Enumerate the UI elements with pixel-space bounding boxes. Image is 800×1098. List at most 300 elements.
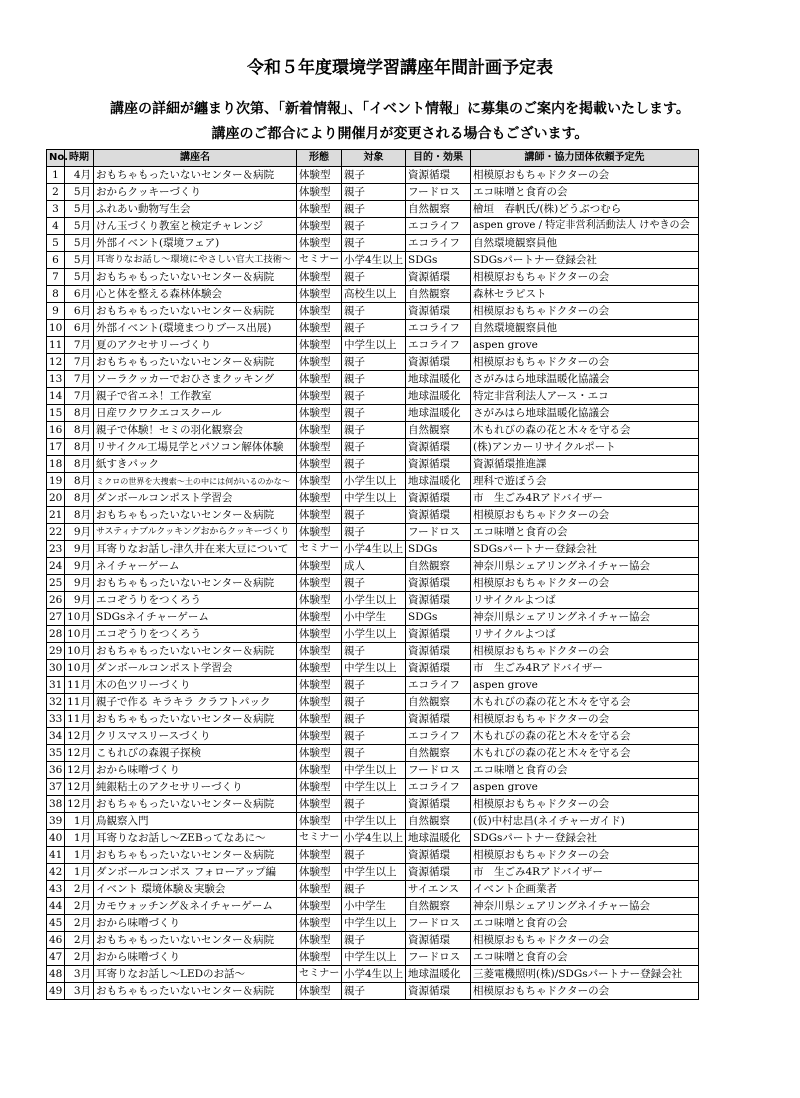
- cell-course-name: おから味噌づくり: [94, 949, 297, 966]
- cell-period: 5月: [65, 201, 94, 218]
- cell-period: 9月: [65, 541, 94, 558]
- cell-course-name: おもちゃもったいないセンター＆病院: [94, 983, 297, 1000]
- table-row: [47, 915, 699, 932]
- cell-course-name: エコぞうりをつくろう: [94, 592, 297, 609]
- cell-target: 成人: [342, 558, 406, 575]
- cell-course-name: 木の色ツリーづくり: [94, 677, 297, 694]
- cell-purpose: エコライフ: [406, 337, 471, 354]
- cell-format: 体験型: [297, 354, 342, 371]
- cell-purpose: 資源循環: [406, 932, 471, 949]
- cell-partner: エコ味噌と食育の会: [471, 949, 699, 966]
- table-row: [47, 609, 699, 626]
- table-row: [47, 626, 699, 643]
- cell-target: 親子: [342, 711, 406, 728]
- table-row: [47, 932, 699, 949]
- cell-no: 8: [47, 286, 65, 303]
- cell-format: セミナー: [297, 252, 342, 269]
- cell-partner: さがみはら地球温暖化協議会: [471, 371, 699, 388]
- cell-period: 9月: [65, 575, 94, 592]
- cell-period: 6月: [65, 303, 94, 320]
- cell-partner: SDGsパートナー登録会社: [471, 541, 699, 558]
- cell-partner: 相模原おもちゃドクターの会: [471, 303, 699, 320]
- cell-format: 体験型: [297, 286, 342, 303]
- page-title: 令和５年度環境学習講座年間計画予定表: [247, 58, 553, 78]
- cell-target: 中学生以上: [342, 337, 406, 354]
- cell-period: 12月: [65, 762, 94, 779]
- cell-format: 体験型: [297, 439, 342, 456]
- cell-no: 3: [47, 201, 65, 218]
- table-row: [47, 388, 699, 405]
- cell-no: 4: [47, 218, 65, 235]
- cell-course-name: ネイチャーゲーム: [94, 558, 297, 575]
- cell-partner: 森林セラピスト: [471, 286, 699, 303]
- cell-purpose: 地球温暖化: [406, 405, 471, 422]
- cell-no: 24: [47, 558, 65, 575]
- cell-course-name: ソーラクッカーでおひさまクッキング: [94, 371, 297, 388]
- cell-no: 39: [47, 813, 65, 830]
- cell-target: 親子: [342, 320, 406, 337]
- cell-purpose: 資源循環: [406, 626, 471, 643]
- cell-format: 体験型: [297, 371, 342, 388]
- cell-partner: 相模原おもちゃドクターの会: [471, 507, 699, 524]
- cell-partner: 理科で遊ぼう会: [471, 473, 699, 490]
- cell-course-name: けん玉づくり教室と検定チャレンジ: [94, 218, 297, 235]
- cell-period: 12月: [65, 796, 94, 813]
- cell-period: 7月: [65, 337, 94, 354]
- cell-format: 体験型: [297, 779, 342, 796]
- cell-no: 18: [47, 456, 65, 473]
- table-row: [47, 983, 699, 1000]
- cell-format: 体験型: [297, 796, 342, 813]
- cell-format: 体験型: [297, 388, 342, 405]
- cell-target: 親子: [342, 983, 406, 1000]
- cell-partner: 三菱電機照明(株)/SDGsパートナー登録会社: [471, 966, 699, 983]
- table-row: [47, 813, 699, 830]
- cell-no: 48: [47, 966, 65, 983]
- cell-course-name: おもちゃもったいないセンター＆病院: [94, 796, 297, 813]
- cell-no: 29: [47, 643, 65, 660]
- cell-format: セミナー: [297, 541, 342, 558]
- cell-target: 親子: [342, 575, 406, 592]
- cell-format: 体験型: [297, 677, 342, 694]
- cell-period: 1月: [65, 830, 94, 847]
- table-row: [47, 201, 699, 218]
- cell-course-name: 鳥観察入門: [94, 813, 297, 830]
- cell-period: 11月: [65, 694, 94, 711]
- cell-purpose: エコライフ: [406, 677, 471, 694]
- cell-format: 体験型: [297, 983, 342, 1000]
- cell-format: 体験型: [297, 456, 342, 473]
- cell-partner: SDGsパートナー登録会社: [471, 252, 699, 269]
- cell-no: 42: [47, 864, 65, 881]
- cell-target: 小学4生以上: [342, 830, 406, 847]
- cell-purpose: SDGs: [406, 541, 471, 558]
- cell-course-name: 耳寄りなお話し～LEDのお話～: [94, 966, 297, 983]
- schedule-table: [46, 149, 699, 1000]
- table-row: [47, 694, 699, 711]
- cell-partner: 自然環境観察員他: [471, 320, 699, 337]
- cell-purpose: 資源循環: [406, 660, 471, 677]
- cell-target: 小学4生以上: [342, 966, 406, 983]
- cell-purpose: 地球温暖化: [406, 473, 471, 490]
- cell-target: 小学生以上: [342, 592, 406, 609]
- cell-target: 親子: [342, 235, 406, 252]
- cell-no: 27: [47, 609, 65, 626]
- cell-format: 体験型: [297, 303, 342, 320]
- cell-period: 12月: [65, 779, 94, 796]
- cell-target: 中学生以上: [342, 660, 406, 677]
- cell-course-name: おもちゃもったいないセンター＆病院: [94, 354, 297, 371]
- table-row: [47, 677, 699, 694]
- cell-period: 5月: [65, 184, 94, 201]
- cell-target: 親子: [342, 796, 406, 813]
- cell-no: 22: [47, 524, 65, 541]
- cell-period: 10月: [65, 609, 94, 626]
- cell-purpose: エコライフ: [406, 320, 471, 337]
- cell-course-name: SDGsネイチャーゲーム: [94, 609, 297, 626]
- cell-course-name: 耳寄りなお話し～環境にやさしい官大工技術～: [94, 252, 297, 269]
- cell-partner: aspen grove: [471, 337, 699, 354]
- cell-no: 10: [47, 320, 65, 337]
- cell-course-name: 耳寄りなお話し-津久井在来大豆について: [94, 541, 297, 558]
- cell-partner: 相模原おもちゃドクターの会: [471, 167, 699, 184]
- cell-period: 10月: [65, 643, 94, 660]
- cell-purpose: SDGs: [406, 609, 471, 626]
- cell-course-name: おもちゃもったいないセンター＆病院: [94, 575, 297, 592]
- cell-target: 親子: [342, 728, 406, 745]
- cell-format: 体験型: [297, 728, 342, 745]
- cell-purpose: 自然観察: [406, 286, 471, 303]
- cell-purpose: 自然観察: [406, 558, 471, 575]
- cell-target: 親子: [342, 167, 406, 184]
- cell-target: 中学生以上: [342, 949, 406, 966]
- table-row: [47, 405, 699, 422]
- cell-period: 11月: [65, 711, 94, 728]
- cell-partner: 資源循環推進課: [471, 456, 699, 473]
- header-purpose: 目的・効果: [406, 150, 471, 167]
- table-row: [47, 779, 699, 796]
- cell-no: 9: [47, 303, 65, 320]
- cell-purpose: 資源循環: [406, 439, 471, 456]
- cell-purpose: 資源循環: [406, 507, 471, 524]
- cell-course-name: おもちゃもったいないセンター＆病院: [94, 847, 297, 864]
- cell-target: 高校生以上: [342, 286, 406, 303]
- cell-course-name: ふれあい動物写生会: [94, 201, 297, 218]
- table-row: [47, 643, 699, 660]
- cell-purpose: 自然観察: [406, 745, 471, 762]
- header-no: No.: [47, 150, 65, 167]
- cell-period: 1月: [65, 864, 94, 881]
- cell-format: セミナー: [297, 966, 342, 983]
- cell-period: 5月: [65, 252, 94, 269]
- cell-purpose: 自然観察: [406, 422, 471, 439]
- cell-format: 体験型: [297, 473, 342, 490]
- header-format: 形態: [297, 150, 342, 167]
- cell-target: 小学4生以上: [342, 541, 406, 558]
- cell-purpose: 地球温暖化: [406, 388, 471, 405]
- cell-purpose: 資源循環: [406, 354, 471, 371]
- header-partner: 講師・協力団体依頼予定先: [471, 150, 699, 167]
- cell-purpose: 資源循環: [406, 864, 471, 881]
- cell-partner: 市 生ごみ4Rアドバイザー: [471, 660, 699, 677]
- cell-purpose: 地球温暖化: [406, 371, 471, 388]
- table-row: [47, 796, 699, 813]
- cell-no: 40: [47, 830, 65, 847]
- cell-purpose: フードロス: [406, 524, 471, 541]
- table-row: [47, 898, 699, 915]
- cell-course-name: エコぞうりをつくろう: [94, 626, 297, 643]
- cell-period: 10月: [65, 660, 94, 677]
- cell-period: 7月: [65, 371, 94, 388]
- cell-purpose: サイエンス: [406, 881, 471, 898]
- cell-partner: 相模原おもちゃドクターの会: [471, 575, 699, 592]
- cell-target: 親子: [342, 456, 406, 473]
- cell-partner: 自然環境観察員他: [471, 235, 699, 252]
- cell-period: 8月: [65, 439, 94, 456]
- table-row: [47, 473, 699, 490]
- table-row: [47, 592, 699, 609]
- cell-partner: aspen grove / 特定非営利活動法人 けやきの会: [471, 218, 699, 235]
- cell-format: 体験型: [297, 184, 342, 201]
- cell-no: 26: [47, 592, 65, 609]
- table-row: [47, 490, 699, 507]
- cell-target: 親子: [342, 371, 406, 388]
- table-row: [47, 881, 699, 898]
- cell-partner: 相模原おもちゃドクターの会: [471, 643, 699, 660]
- cell-format: 体験型: [297, 235, 342, 252]
- cell-course-name: 親子で省エネ！工作教室: [94, 388, 297, 405]
- cell-target: 小学生以上: [342, 473, 406, 490]
- cell-target: 親子: [342, 524, 406, 541]
- cell-purpose: フードロス: [406, 915, 471, 932]
- cell-partner: 相模原おもちゃドクターの会: [471, 847, 699, 864]
- cell-course-name: おからクッキーづくり: [94, 184, 297, 201]
- cell-course-name: サスティナブルクッキングおからクッキーづくり: [94, 524, 297, 541]
- table-row: [47, 864, 699, 881]
- cell-no: 30: [47, 660, 65, 677]
- cell-course-name: おもちゃもったいないセンター＆病院: [94, 643, 297, 660]
- header-period: 時期: [65, 150, 94, 167]
- cell-course-name: おもちゃもったいないセンター＆病院: [94, 711, 297, 728]
- cell-partner: リサイクルよつば: [471, 626, 699, 643]
- cell-purpose: フードロス: [406, 184, 471, 201]
- cell-purpose: フードロス: [406, 762, 471, 779]
- cell-partner: 相模原おもちゃドクターの会: [471, 983, 699, 1000]
- cell-no: 43: [47, 881, 65, 898]
- cell-course-name: 夏のアクセサリーづくり: [94, 337, 297, 354]
- cell-partner: エコ味噌と食育の会: [471, 524, 699, 541]
- table-row: [47, 966, 699, 983]
- cell-target: 親子: [342, 677, 406, 694]
- cell-period: 7月: [65, 388, 94, 405]
- table-row: [47, 745, 699, 762]
- cell-purpose: エコライフ: [406, 779, 471, 796]
- cell-target: 親子: [342, 184, 406, 201]
- cell-period: 6月: [65, 286, 94, 303]
- cell-course-name: 親子で作る キラキラ クラフトパック: [94, 694, 297, 711]
- cell-period: 12月: [65, 745, 94, 762]
- cell-partner: 相模原おもちゃドクターの会: [471, 711, 699, 728]
- cell-no: 49: [47, 983, 65, 1000]
- cell-course-name: クリスマスリースづくり: [94, 728, 297, 745]
- cell-format: 体験型: [297, 643, 342, 660]
- cell-course-name: 外部イベント(環境まつりブース出展): [94, 320, 297, 337]
- cell-partner: (仮)中村忠昌(ネイチャーガイド): [471, 813, 699, 830]
- table-row: [47, 252, 699, 269]
- cell-format: 体験型: [297, 711, 342, 728]
- cell-period: 6月: [65, 320, 94, 337]
- cell-period: 4月: [65, 167, 94, 184]
- table-row: [47, 235, 699, 252]
- cell-format: 体験型: [297, 898, 342, 915]
- cell-target: 小学生以上: [342, 626, 406, 643]
- cell-target: 親子: [342, 422, 406, 439]
- cell-format: 体験型: [297, 660, 342, 677]
- cell-purpose: エコライフ: [406, 235, 471, 252]
- cell-target: 親子: [342, 269, 406, 286]
- table-row: [47, 507, 699, 524]
- table-row: [47, 320, 699, 337]
- cell-no: 21: [47, 507, 65, 524]
- cell-purpose: 自然観察: [406, 898, 471, 915]
- cell-no: 32: [47, 694, 65, 711]
- cell-purpose: 資源循環: [406, 643, 471, 660]
- cell-no: 34: [47, 728, 65, 745]
- cell-course-name: ミクロの世界を大捜索～土の中には何がいるのかな～: [94, 473, 297, 490]
- table-row: [47, 269, 699, 286]
- cell-period: 12月: [65, 728, 94, 745]
- cell-purpose: SDGs: [406, 252, 471, 269]
- cell-period: 8月: [65, 507, 94, 524]
- table-row: [47, 558, 699, 575]
- cell-partner: 木もれびの森の花と木々を守る会: [471, 728, 699, 745]
- cell-partner: さがみはら地球温暖化協議会: [471, 405, 699, 422]
- cell-no: 5: [47, 235, 65, 252]
- cell-partner: 神奈川県シェアリングネイチャー協会: [471, 898, 699, 915]
- cell-partner: 特定非営利法人アース・エコ: [471, 388, 699, 405]
- cell-purpose: 資源循環: [406, 490, 471, 507]
- cell-no: 28: [47, 626, 65, 643]
- cell-period: 3月: [65, 966, 94, 983]
- cell-format: 体験型: [297, 167, 342, 184]
- cell-purpose: 資源循環: [406, 167, 471, 184]
- notice-line-1: 講座の詳細が纏まり次第、「新着情報」、「イベント情報」に募集のご案内を掲載いたします。: [110, 101, 690, 117]
- cell-course-name: 外部イベント(環境フェア): [94, 235, 297, 252]
- cell-course-name: リサイクル工場見学とパソコン解体体験: [94, 439, 297, 456]
- cell-format: 体験型: [297, 609, 342, 626]
- cell-format: 体験型: [297, 881, 342, 898]
- cell-target: 親子: [342, 218, 406, 235]
- cell-format: 体験型: [297, 694, 342, 711]
- cell-target: 親子: [342, 643, 406, 660]
- cell-purpose: 資源循環: [406, 711, 471, 728]
- cell-no: 2: [47, 184, 65, 201]
- header-course-name: 講座名: [94, 150, 297, 167]
- table-row: [47, 286, 699, 303]
- cell-target: 親子: [342, 303, 406, 320]
- cell-period: 3月: [65, 983, 94, 1000]
- cell-partner: 木もれびの森の花と木々を守る会: [471, 422, 699, 439]
- cell-course-name: おもちゃもったいないセンター＆病院: [94, 932, 297, 949]
- cell-no: 11: [47, 337, 65, 354]
- cell-purpose: 地球温暖化: [406, 966, 471, 983]
- table-row: [47, 762, 699, 779]
- cell-format: 体験型: [297, 626, 342, 643]
- cell-target: 親子: [342, 388, 406, 405]
- cell-no: 47: [47, 949, 65, 966]
- cell-partner: aspen grove: [471, 677, 699, 694]
- cell-period: 8月: [65, 405, 94, 422]
- cell-period: 8月: [65, 473, 94, 490]
- cell-partner: 神奈川県シェアリングネイチャー協会: [471, 609, 699, 626]
- cell-course-name: おもちゃもったいないセンター＆病院: [94, 507, 297, 524]
- cell-no: 1: [47, 167, 65, 184]
- cell-format: 体験型: [297, 813, 342, 830]
- table-row: [47, 167, 699, 184]
- cell-no: 14: [47, 388, 65, 405]
- cell-format: 体験型: [297, 762, 342, 779]
- cell-partner: エコ味噌と食育の会: [471, 184, 699, 201]
- table-row: [47, 949, 699, 966]
- cell-format: 体験型: [297, 592, 342, 609]
- cell-period: 2月: [65, 949, 94, 966]
- cell-no: 37: [47, 779, 65, 796]
- header-target: 対象: [342, 150, 406, 167]
- cell-target: 小学4生以上: [342, 252, 406, 269]
- cell-period: 1月: [65, 813, 94, 830]
- cell-purpose: 資源循環: [406, 575, 471, 592]
- cell-course-name: こもれびの森親子探検: [94, 745, 297, 762]
- cell-partner: エコ味噌と食育の会: [471, 762, 699, 779]
- cell-format: 体験型: [297, 405, 342, 422]
- cell-purpose: 資源循環: [406, 269, 471, 286]
- cell-partner: 檜垣 春帆氏/(株)どうぶつむら: [471, 201, 699, 218]
- cell-course-name: 親子で体験！セミの羽化観察会: [94, 422, 297, 439]
- cell-course-name: ダンボールコンポス フォローアップ編: [94, 864, 297, 881]
- table-row: [47, 184, 699, 201]
- cell-course-name: おから味噌づくり: [94, 762, 297, 779]
- cell-target: 親子: [342, 439, 406, 456]
- cell-period: 9月: [65, 524, 94, 541]
- cell-partner: 神奈川県シェアリングネイチャー協会: [471, 558, 699, 575]
- cell-format: 体験型: [297, 269, 342, 286]
- table-row: [47, 728, 699, 745]
- cell-no: 44: [47, 898, 65, 915]
- cell-no: 41: [47, 847, 65, 864]
- cell-format: 体験型: [297, 218, 342, 235]
- table-row: [47, 541, 699, 558]
- cell-partner: 市 生ごみ4Rアドバイザー: [471, 490, 699, 507]
- cell-course-name: おもちゃもったいないセンター＆病院: [94, 167, 297, 184]
- cell-course-name: おもちゃもったいないセンター＆病院: [94, 303, 297, 320]
- table-row: [47, 847, 699, 864]
- cell-target: 中学生以上: [342, 864, 406, 881]
- cell-period: 5月: [65, 235, 94, 252]
- cell-no: 38: [47, 796, 65, 813]
- cell-partner: リサイクルよつば: [471, 592, 699, 609]
- cell-partner: 相模原おもちゃドクターの会: [471, 932, 699, 949]
- cell-target: 中学生以上: [342, 779, 406, 796]
- cell-no: 17: [47, 439, 65, 456]
- cell-format: 体験型: [297, 320, 342, 337]
- table-row: [47, 830, 699, 847]
- table-row: [47, 660, 699, 677]
- cell-target: 親子: [342, 745, 406, 762]
- cell-no: 33: [47, 711, 65, 728]
- cell-purpose: 自然観察: [406, 813, 471, 830]
- cell-target: 親子: [342, 354, 406, 371]
- cell-format: 体験型: [297, 490, 342, 507]
